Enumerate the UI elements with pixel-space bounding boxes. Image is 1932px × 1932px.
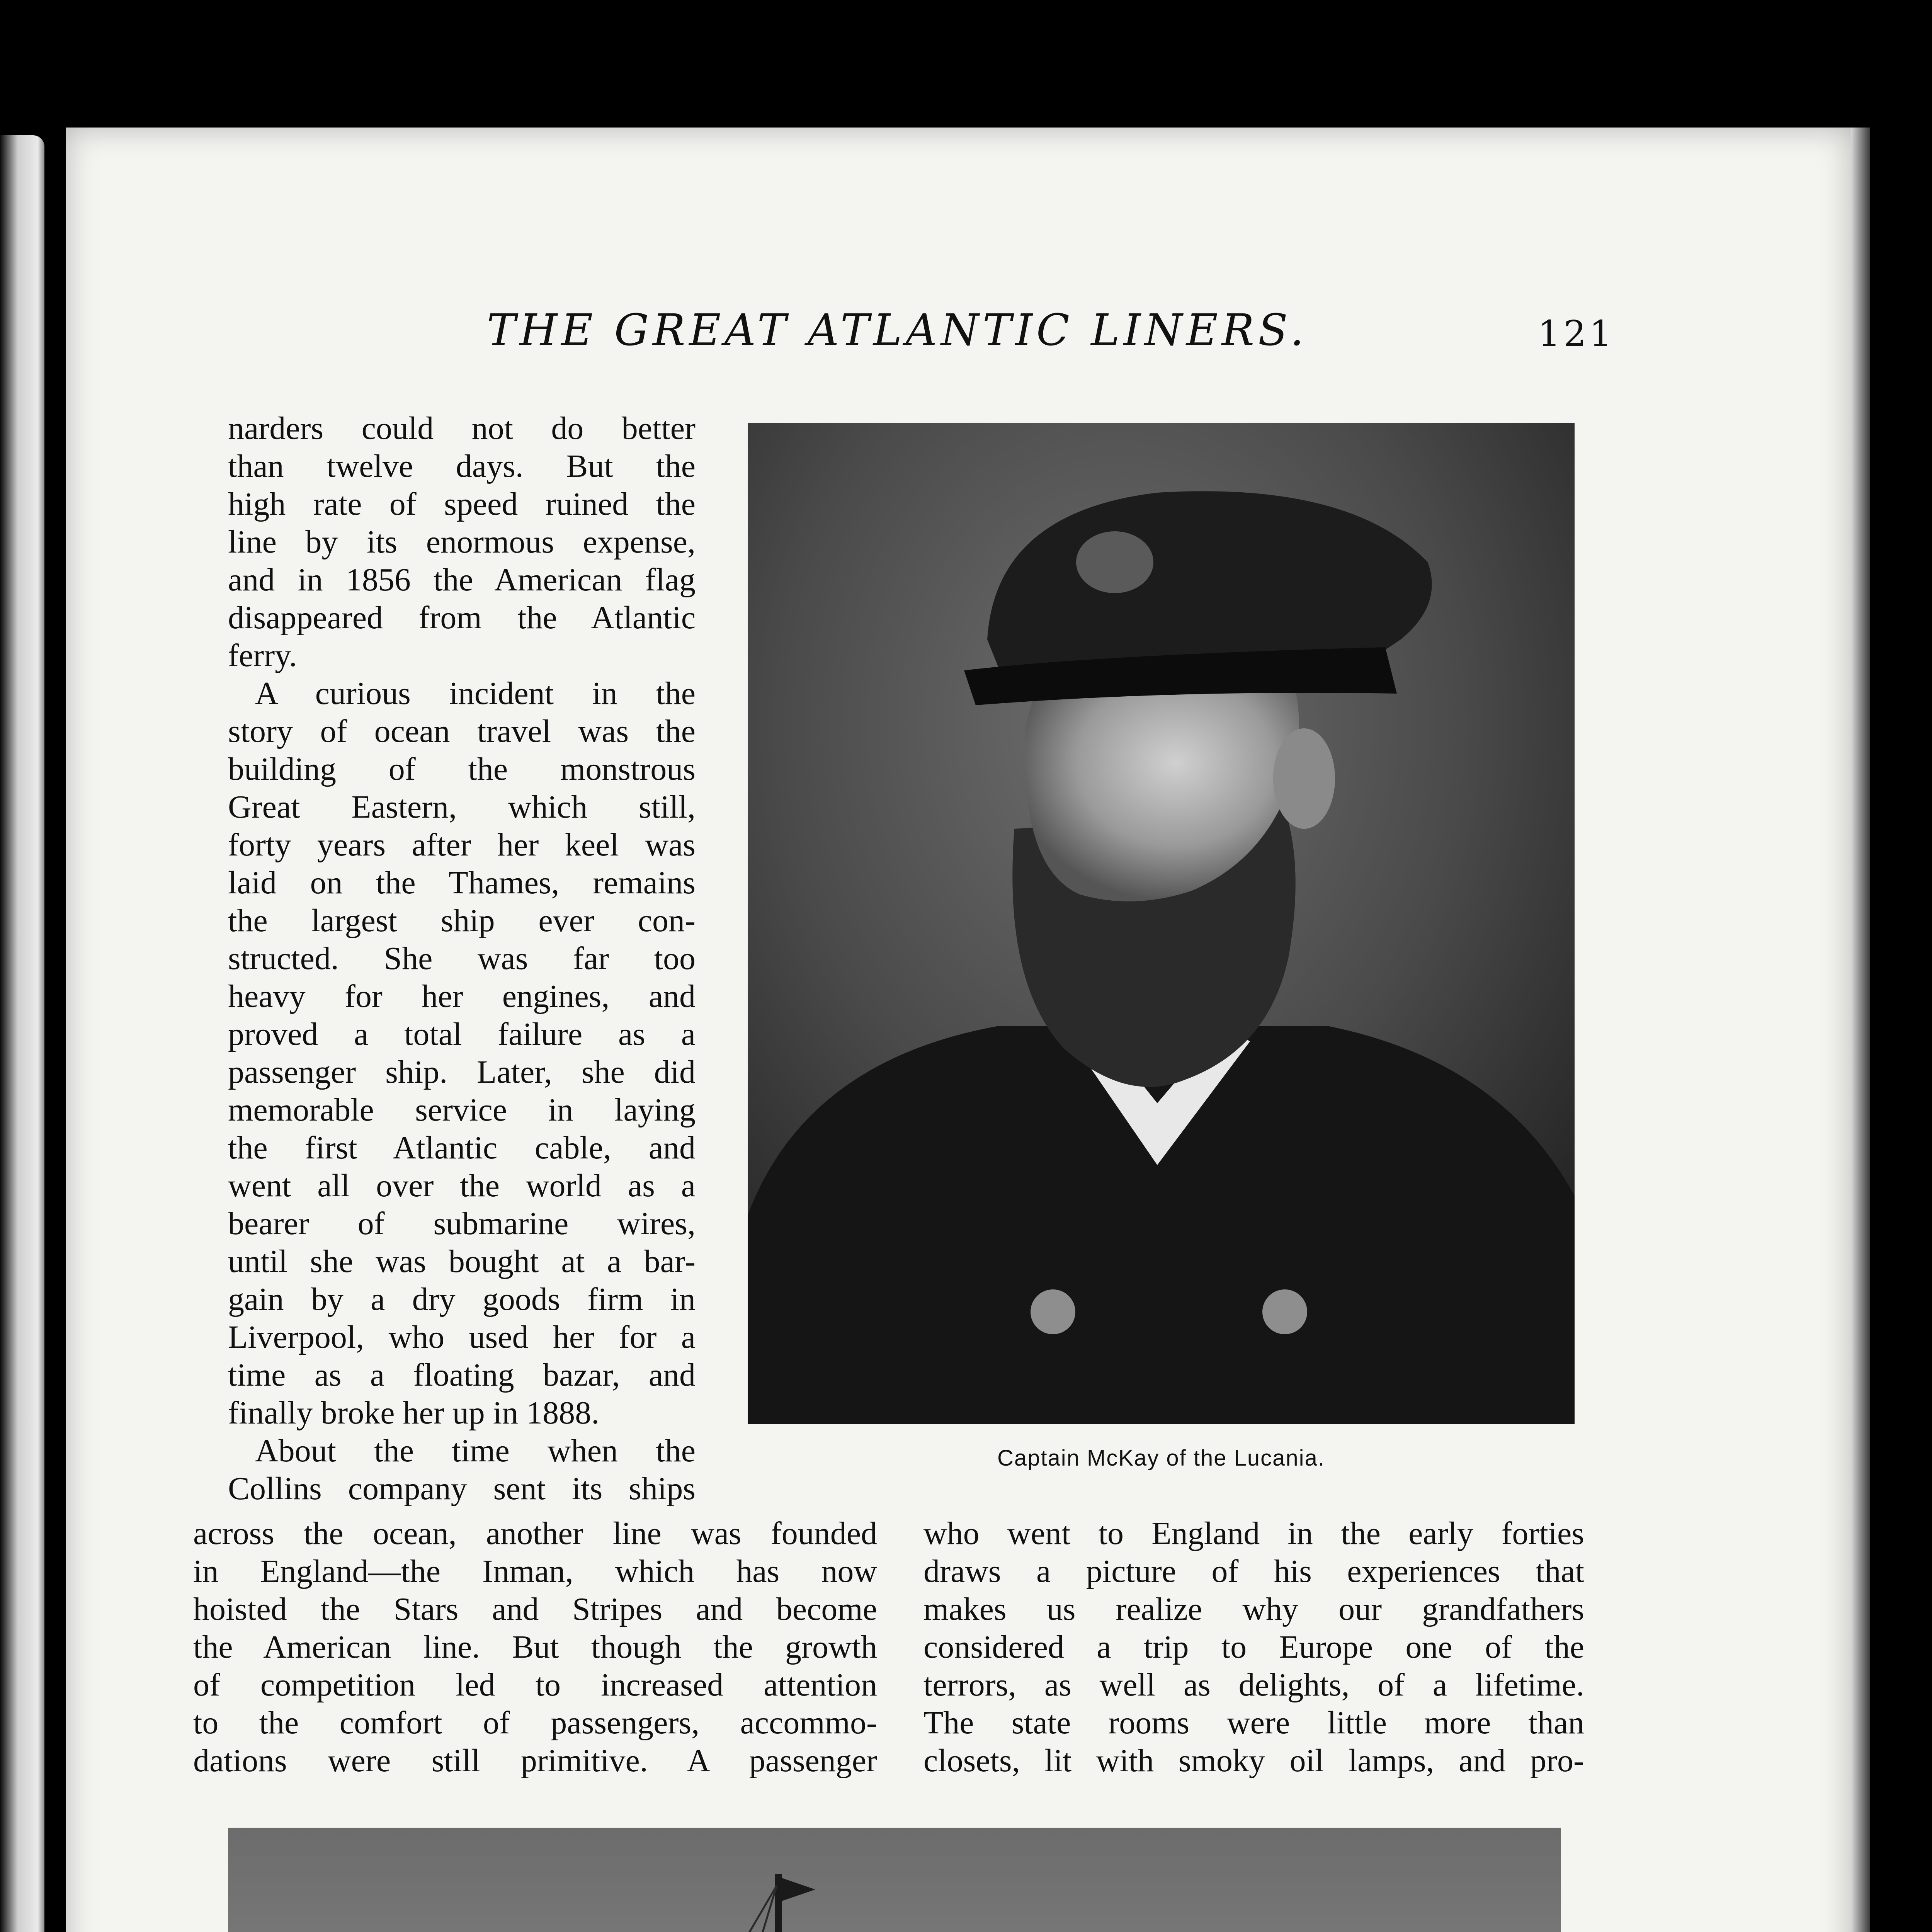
text-line: makes us realize why our grandfathers [923,1591,1584,1627]
facing-page-edge [0,135,44,1932]
text-line: high rate of speed ruined the [228,486,696,522]
text-line: proved a total failure as a [228,1016,696,1052]
text-line: until she was bought at a bar- [228,1243,696,1279]
text-line: hoisted the Stars and Stripes and become [193,1591,877,1627]
text-line: of competition led to increased attention [193,1667,877,1703]
text-line: heavy for her engines, and [228,978,696,1014]
text-line: across the ocean, another line was founded [193,1515,877,1551]
text-line: than twelve days. But the [228,448,696,484]
text-line: passenger ship. Later, she did [228,1054,696,1090]
text-line: in England—the Inman, which has now [193,1553,877,1589]
text-line: forty years after her keel was [228,827,696,863]
text-line: the largest ship ever con- [228,903,696,939]
text-line: Collins company sent its ships [228,1471,696,1507]
text-line: narders could not do better [228,410,696,446]
text-line: time as a floating bazar, and [228,1357,696,1393]
text-line: terrors, as well as delights, of a lifetime. [923,1667,1584,1703]
text-line: draws a picture of his experiences that [923,1553,1584,1589]
page-number: 121 [1538,313,1615,354]
body-column-right [923,1515,1584,1780]
text-line: gain by a dry goods firm in [228,1281,696,1317]
text-line: Liverpool, who used her for a [228,1319,696,1355]
text-line: disappeared from the Atlantic [228,600,696,636]
body-column-narrow [228,410,696,1508]
text-line: who went to England in the early forties [923,1515,1584,1551]
text-line: structed. She was far too [228,940,696,976]
text-line: memorable service in laying [228,1092,696,1128]
text-line: building of the monstrous [228,751,696,787]
text-line: the American line. But though the growth [193,1629,877,1665]
text-line: to the comfort of passengers, accommo- [193,1705,877,1741]
body-column-left [193,1515,877,1780]
text-line: considered a trip to Europe one of the [923,1629,1584,1665]
text-line: bearer of submarine wires, [228,1206,696,1242]
text-line: Great Eastern, which still, [228,789,696,825]
text-line: story of ocean travel was the [228,713,696,749]
page-right-shadow [1851,128,1870,1932]
text-line: closets, lit with smoky oil lamps, and pro- [923,1743,1584,1779]
text-line: About the time when the [255,1433,696,1469]
text-line: the first Atlantic cable, and [228,1130,696,1166]
text-line: The state rooms were little more than [923,1705,1584,1741]
captain-portrait-illustration [748,423,1575,1424]
steamship-photo [228,1828,1561,1932]
text-line: line by its enormous expense, [228,524,696,560]
steamship-illustration [228,1828,1561,1932]
text-line: dations were still primitive. A passenger [193,1743,877,1779]
text-line: finally broke her up in 1888. [228,1395,600,1431]
running-title: THE GREAT ATLANTIC LINERS. [487,305,1308,355]
text-line: and in 1856 the American flag [228,562,696,598]
text-line: went all over the world as a [228,1168,696,1204]
captain-portrait-photo [748,423,1575,1424]
portrait-caption: Captain McKay of the Lucania. [997,1446,1325,1471]
text-line: laid on the Thames, remains [228,865,696,901]
text-line: A curious incident in the [255,675,696,711]
text-line: ferry. [228,638,297,673]
